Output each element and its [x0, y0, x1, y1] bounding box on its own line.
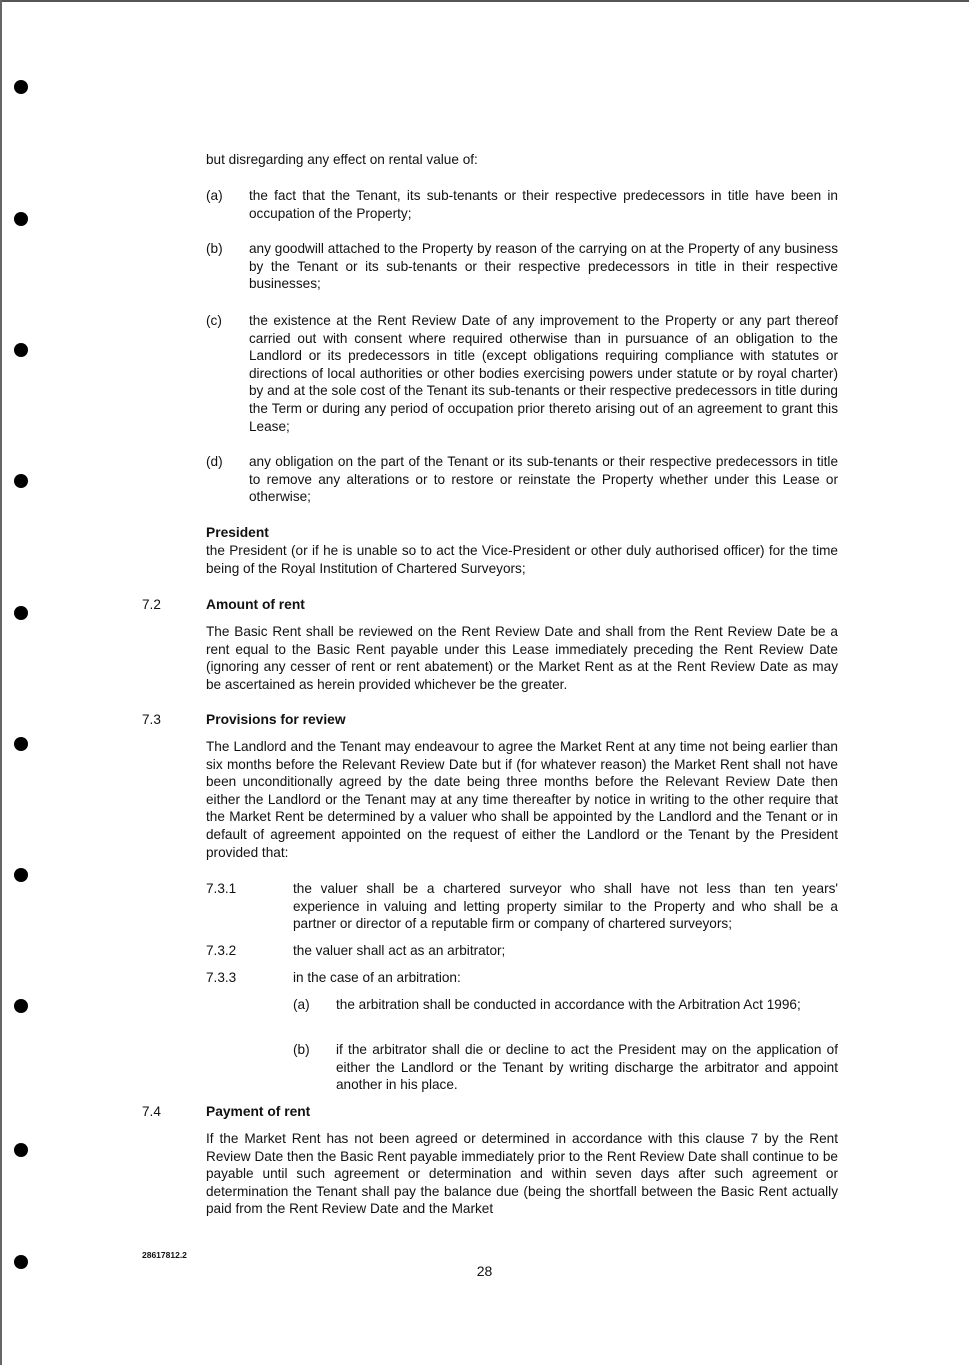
- definition-term: President: [206, 525, 269, 540]
- clause-number: 7.2: [142, 597, 161, 612]
- item-text: any goodwill attached to the Property by reason of the carrying on at the Property of any business by the Tenant or its sub-tenants or their respective predecessors in title in their respective businesses;: [249, 241, 838, 292]
- punch-hole-icon: [14, 868, 28, 882]
- clause-number: 7.3: [142, 712, 161, 727]
- item-label: (a): [293, 997, 310, 1012]
- page-number: 28: [476, 1263, 493, 1279]
- document-reference: 28617812.2: [142, 1250, 187, 1260]
- clause-number: 7.4: [142, 1104, 161, 1119]
- subclause-text: in the case of an arbitration:: [293, 970, 461, 985]
- item-text: if the arbitrator shall die or decline to act the President may on the application of either the Landlord or the Tenant by writing discharge the arbitrator and appoint another in his place.: [336, 1042, 838, 1093]
- item-label: (a): [206, 188, 223, 203]
- item-label: (b): [293, 1042, 310, 1057]
- punch-hole-icon: [14, 343, 28, 357]
- item-text: the existence at the Rent Review Date of any improvement to the Property or any part thereof carried out with consent where required otherwise than in pursuance of an obligation to the Landlord or its predecessors in title (except obligations requiring compliance with statutes or directions of local authorities or other bodies exercising powers under statute or by royal charter) by and at the sole cost of the Tenant its sub-tenants or their respective predecessors in title during the Term or during any period of occupation prior thereto arising out of an agreement to grant this Lease;: [249, 313, 838, 434]
- subclause-label: 7.3.1: [206, 881, 237, 896]
- subclause-label: 7.3.3: [206, 970, 237, 985]
- subclause-label: 7.3.2: [206, 943, 237, 958]
- left-edge-line: [0, 0, 2, 1365]
- punch-hole-icon: [14, 999, 28, 1013]
- punch-hole-icon: [14, 212, 28, 226]
- clause-heading: Amount of rent: [206, 597, 305, 612]
- item-text: any obligation on the part of the Tenant or its sub-tenants or their respective predecessors in title to remove any alterations or to restore or reinstate the Property whether under this Lease or otherwise;: [249, 454, 838, 505]
- item-label: (b): [206, 241, 223, 256]
- clause-heading: Provisions for review: [206, 712, 346, 727]
- item-text: the fact that the Tenant, its sub-tenants or their respective predecessors in title have been in occupation of the Property;: [249, 188, 838, 221]
- clause-text: If the Market Rent has not been agreed or determined in accordance with this clause 7 by the Rent Review Date then the Basic Rent payable immediately prior to the Rent Review Date shall continue to be payable until such agreement or determination and within seven days after such agreement or determination the Tenant shall pay the balance due (being the shortfall between the Basic Rent actually paid from the Rent Review Date and the Market: [206, 1131, 838, 1217]
- definition-text: the President (or if he is unable so to act the Vice-President or other duly authorised officer) for the time being of the Royal Institution of Chartered Surveyors;: [206, 543, 838, 576]
- item-text: the arbitration shall be conducted in accordance with the Arbitration Act 1996;: [336, 997, 801, 1012]
- punch-hole-icon: [14, 80, 28, 94]
- punch-hole-icon: [14, 474, 28, 488]
- clause-text: The Basic Rent shall be reviewed on the Rent Review Date and shall from the Rent Review Date be a rent equal to the Basic Rent payable under this Lease immediately preceding the Rent Review Date (ignoring any cesser of rent or rent abatement) or the Market Rent as at the Rent Review Date as may be ascertained as herein provided whichever be the greater.: [206, 624, 838, 692]
- item-label: (d): [206, 454, 223, 469]
- punch-hole-icon: [14, 1143, 28, 1157]
- item-label: (c): [206, 313, 222, 328]
- intro-paragraph: but disregarding any effect on rental value of:: [206, 152, 478, 167]
- subclause-text: the valuer shall act as an arbitrator;: [293, 943, 506, 958]
- clause-text: The Landlord and the Tenant may endeavour to agree the Market Rent at any time not being earlier than six months before the Relevant Review Date but if (for whatever reason) the Market Rent shall not have been unconditionally agreed by the date being three months before the Relevant Review Date then either the Landlord or the Tenant may at any time thereafter by notice in writing to the other require that the Market Rent be determined by a valuer who shall be appointed by the Landlord and the Tenant or in default of agreement appointed on the request of either the Landlord or the Tenant by the President provided that:: [206, 739, 838, 860]
- punch-hole-icon: [14, 606, 28, 620]
- clause-heading: Payment of rent: [206, 1104, 311, 1119]
- top-edge-line: [0, 0, 969, 2]
- punch-hole-icon: [14, 737, 28, 751]
- subclause-text: the valuer shall be a chartered surveyor who shall have not less than ten years' experience in valuing and letting property similar to the Property and who shall be a partner or director of a reputable firm or company of chartered surveyors;: [293, 881, 838, 932]
